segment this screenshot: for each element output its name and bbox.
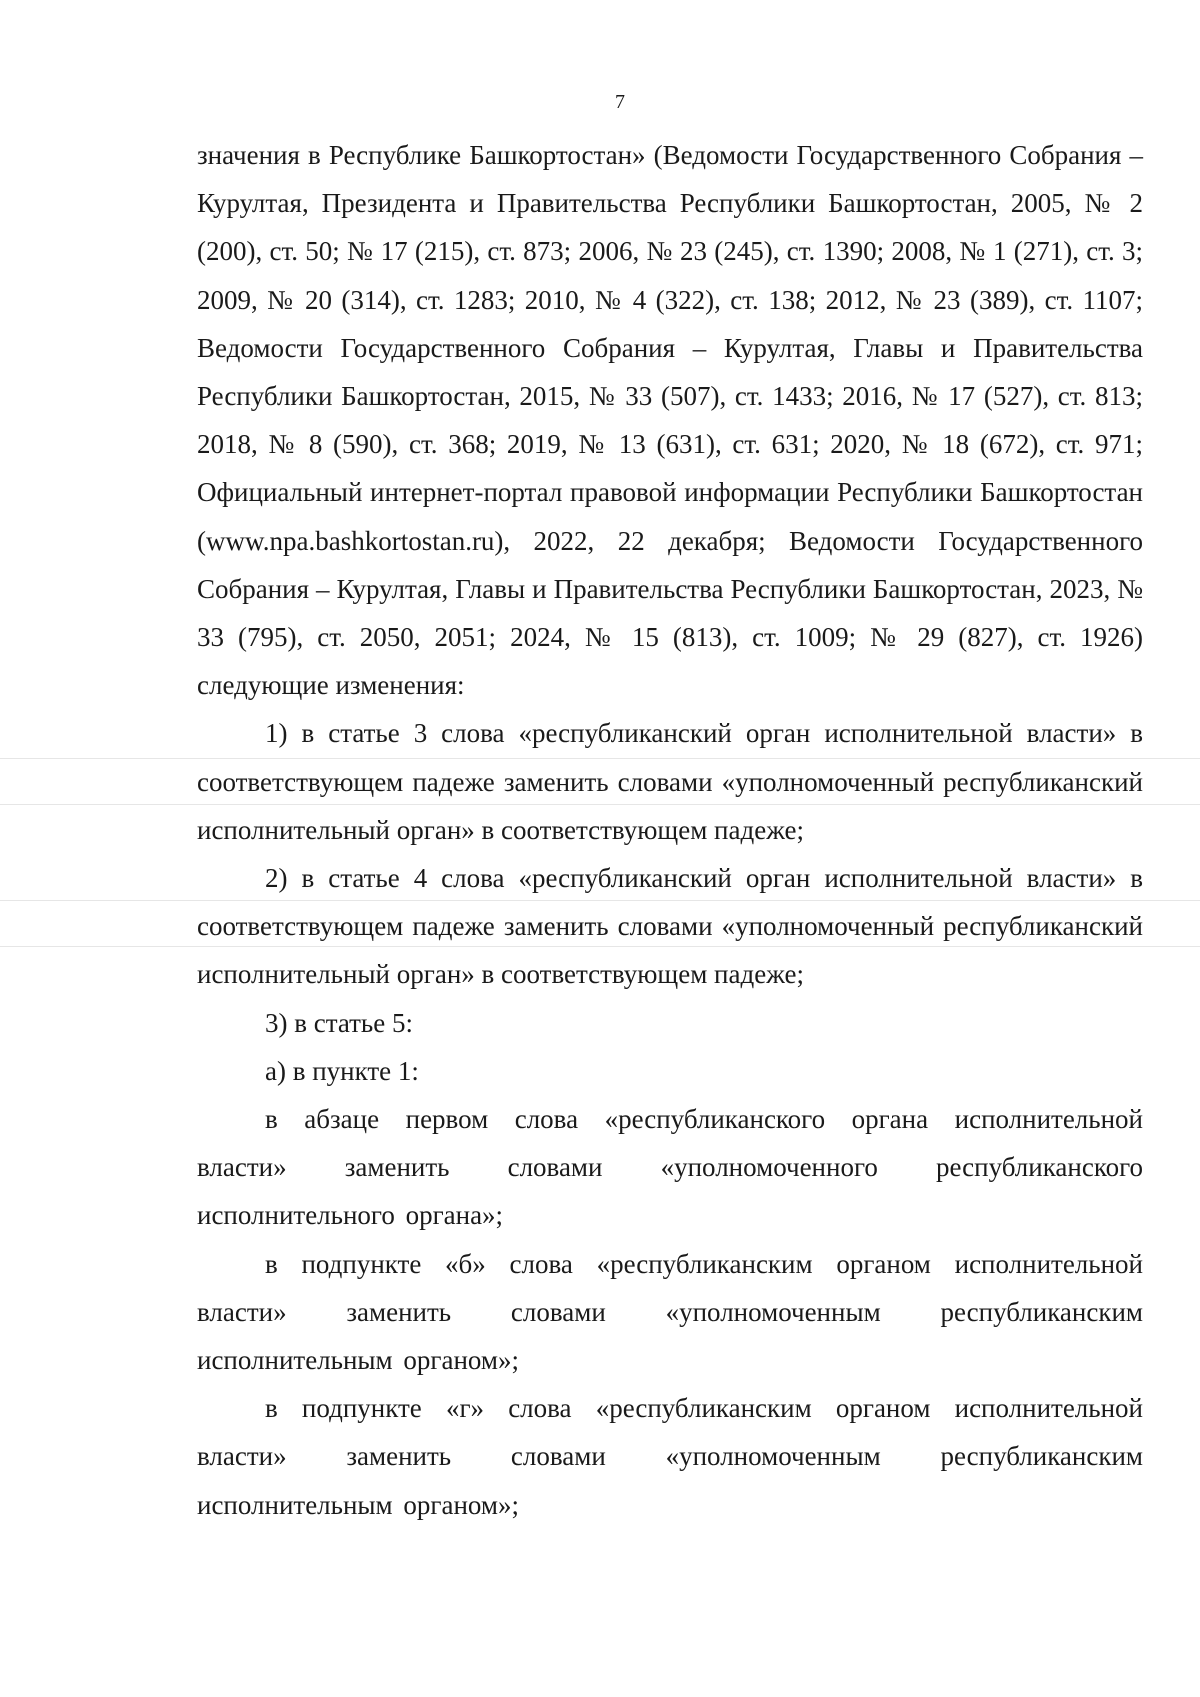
- paragraph-item-1: 1) в статье 3 слова «республиканский орган исполнительной власти» в соответствующем падеже заменить словами «уполномоченный республиканский исполнительный орган» в соответствующем падеже;: [197, 718, 1143, 845]
- paragraph-subitem-a: а) в пункте 1:: [265, 1055, 419, 1086]
- paragraph-item-2: 2) в статье 4 слова «республиканский орган исполнительной власти» в соответствующем падеже заменить словами «уполномоченный республиканский исполнительный орган» в соответствующем падеже;: [197, 863, 1143, 990]
- document-body: [197, 131, 1143, 1529]
- page-number: 7: [615, 91, 625, 113]
- paragraph-abzats-first: в абзаце первом слова «республиканского органа исполнительной власти» заменить словами «уполномоченного республиканского исполнительного органа»;: [197, 1104, 1143, 1231]
- paragraph-item-3: 3) в статье 5:: [265, 1007, 413, 1038]
- paragraph-subpoint-b: в подпункте «б» слова «республиканским органом исполнительной власти» заменить словами «уполномоченным республиканским исполнительным органом»;: [197, 1248, 1143, 1376]
- paragraph-citation: значения в Республике Башкортостан» (Ведомости Государственного Собрания – Курултая, Президента и Правительства Республики Башкортостан, 2005, № 2 (200), ст. 50; № 17 (215), ст. 873; 2006, № 23 (245), ст. 1390; 2008, № 1 (271), ст. 3; 2009, № 20 (314), ст. 1283; 2010, № 4 (322), ст. 138; 2012, № 23 (389), ст. 1107; Ведомости Государственного Собрания – Курултая, Главы и Правительства Республики Башкортостан, 2015, № 33 (507), ст. 1433; 2016, № 17 (527), ст. 813; 2018, № 8 (590), ст. 368; 2019, № 13 (631), ст. 631; 2020, № 18 (672), ст. 971; Официальный интернет-портал правовой информации Республики Башкортостан (www.npa.bashkortostan.ru), 2022, 22 декабря; Ведомости Государственного Собрания – Курултая, Главы и Правительства Республики Башкортостан, 2023, № 33 (795), ст. 2050, 2051; 2024, № 15 (813), ст. 1009; № 29 (827), ст. 1926) следующие изменения:: [197, 140, 1143, 701]
- paragraph-subpoint-g: в подпункте «г» слова «республиканским органом исполнительной власти» заменить словами «уполномоченным республиканским исполнительным органом»;: [197, 1393, 1143, 1520]
